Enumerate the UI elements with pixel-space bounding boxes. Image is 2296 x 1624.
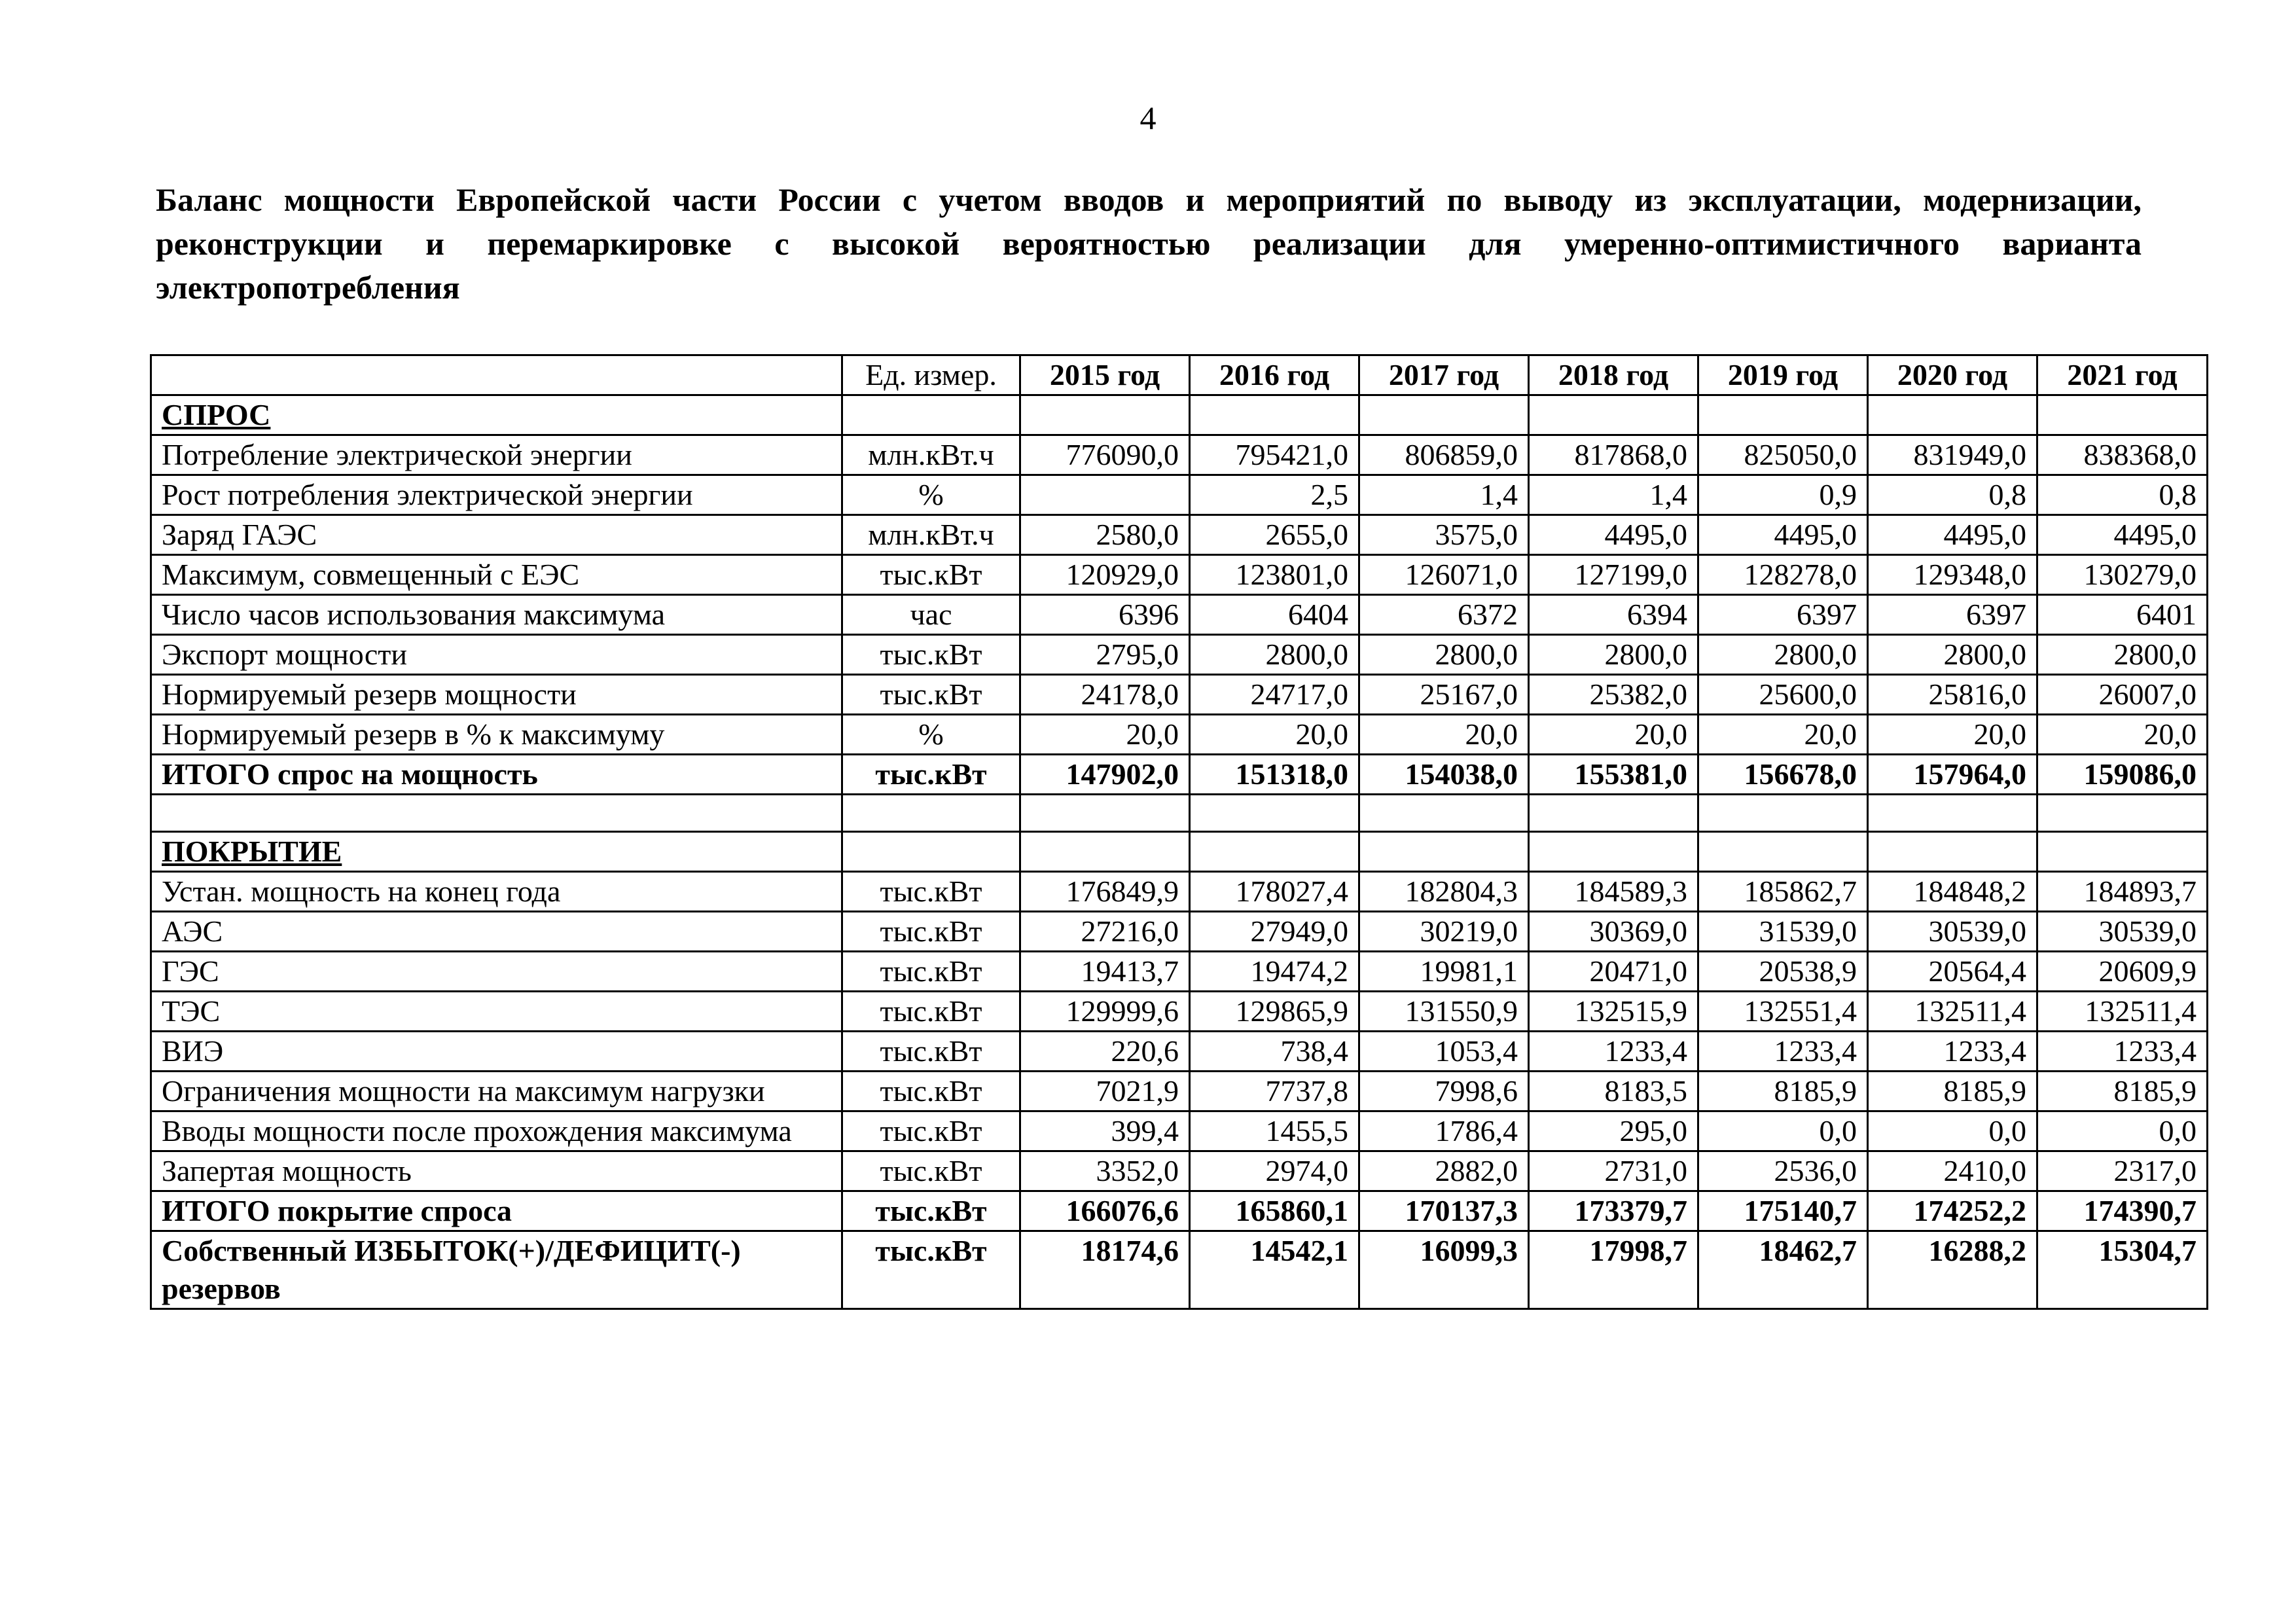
value-cell: 157964,0 xyxy=(1868,755,2037,795)
value-cell: 220,6 xyxy=(1020,1032,1190,1072)
value-cell: 24717,0 xyxy=(1190,675,1359,715)
blank-cell xyxy=(842,395,1020,435)
row-unit: % xyxy=(842,475,1020,515)
header-row xyxy=(151,355,2208,395)
document-title: Баланс мощности Европейской части России с учетом вводов и мероприятий по выводу из эксплуатации, модернизации, реконструкции и перемаркировке с высокой вероятностью реализации для умеренно-оптимистичного варианта электропотребления xyxy=(156,181,2142,306)
row-label: Собственный ИЗБЫТОК(+)/ДЕФИЦИТ(-) резервов xyxy=(151,1231,842,1309)
value-cell: 1053,4 xyxy=(1359,1032,1529,1072)
value-cell: 3352,0 xyxy=(1020,1151,1190,1191)
blank-cell xyxy=(2037,795,2208,832)
value-cell: 2580,0 xyxy=(1020,515,1190,555)
value-cell: 2800,0 xyxy=(1529,635,1698,675)
blank-cell xyxy=(1698,832,1868,872)
total-row xyxy=(151,1191,2208,1231)
value-cell: 6397 xyxy=(1868,595,2037,635)
value-cell: 7998,6 xyxy=(1359,1072,1529,1111)
row-label: Запертая мощность xyxy=(151,1151,842,1191)
value-cell: 185862,7 xyxy=(1698,872,1868,912)
value-cell: 6396 xyxy=(1020,595,1190,635)
row-label: Заряд ГАЭС xyxy=(151,515,842,555)
table-row xyxy=(151,872,2208,912)
year-header-2019: 2019 год xyxy=(1698,355,1868,395)
value-cell: 19474,2 xyxy=(1190,952,1359,992)
row-unit: млн.кВт.ч xyxy=(842,435,1020,475)
table-row xyxy=(151,555,2208,595)
value-cell: 838368,0 xyxy=(2037,435,2208,475)
table-row xyxy=(151,1032,2208,1072)
value-cell: 795421,0 xyxy=(1190,435,1359,475)
value-cell: 7737,8 xyxy=(1190,1072,1359,1111)
value-cell: 129999,6 xyxy=(1020,992,1190,1032)
value-cell: 27216,0 xyxy=(1020,912,1190,952)
value-cell: 131550,9 xyxy=(1359,992,1529,1032)
value-cell: 25816,0 xyxy=(1868,675,2037,715)
row-label: Нормируемый резерв в % к максимуму xyxy=(151,715,842,755)
value-cell: 19413,7 xyxy=(1020,952,1190,992)
value-cell: 20,0 xyxy=(1868,715,2037,755)
table-row xyxy=(151,475,2208,515)
value-cell: 817868,0 xyxy=(1529,435,1698,475)
value-cell: 126071,0 xyxy=(1359,555,1529,595)
row-unit: млн.кВт.ч xyxy=(842,515,1020,555)
blank-cell xyxy=(1868,395,2037,435)
value-cell: 295,0 xyxy=(1529,1111,1698,1151)
row-label: ВИЭ xyxy=(151,1032,842,1072)
row-unit: тыс.кВт xyxy=(842,872,1020,912)
year-header-2016: 2016 год xyxy=(1190,355,1359,395)
row-unit: час xyxy=(842,595,1020,635)
blank-cell xyxy=(1529,795,1698,832)
row-label: ТЭС xyxy=(151,992,842,1032)
row-unit: % xyxy=(842,715,1020,755)
value-cell: 128278,0 xyxy=(1698,555,1868,595)
value-cell: 0,0 xyxy=(1868,1111,2037,1151)
value-cell: 27949,0 xyxy=(1190,912,1359,952)
table-row xyxy=(151,992,2208,1032)
value-cell: 6404 xyxy=(1190,595,1359,635)
value-cell: 2800,0 xyxy=(1359,635,1529,675)
value-cell: 2974,0 xyxy=(1190,1151,1359,1191)
value-cell: 20538,9 xyxy=(1698,952,1868,992)
value-cell: 20564,4 xyxy=(1868,952,2037,992)
table-row xyxy=(151,435,2208,475)
value-cell: 0,9 xyxy=(1698,475,1868,515)
value-cell: 1,4 xyxy=(1359,475,1529,515)
value-cell: 14542,1 xyxy=(1190,1231,1359,1309)
value-cell: 182804,3 xyxy=(1359,872,1529,912)
row-label: Ограничения мощности на максимум нагрузки xyxy=(151,1072,842,1111)
value-cell: 147902,0 xyxy=(1020,755,1190,795)
row-unit: тыс.кВт xyxy=(842,1072,1020,1111)
value-cell: 176849,9 xyxy=(1020,872,1190,912)
table-row xyxy=(151,595,2208,635)
table-row xyxy=(151,1151,2208,1191)
value-cell: 8183,5 xyxy=(1529,1072,1698,1111)
value-cell: 2655,0 xyxy=(1190,515,1359,555)
row-unit: тыс.кВт xyxy=(842,1191,1020,1231)
table-row xyxy=(151,952,2208,992)
value-cell: 4495,0 xyxy=(1868,515,2037,555)
row-unit: тыс.кВт xyxy=(842,1111,1020,1151)
value-cell: 31539,0 xyxy=(1698,912,1868,952)
supply-section-header xyxy=(151,832,2208,872)
unit-column-header: Ед. измер. xyxy=(842,355,1020,395)
value-cell: 20609,9 xyxy=(2037,952,2208,992)
value-cell: 776090,0 xyxy=(1020,435,1190,475)
blank-cell xyxy=(1529,832,1698,872)
table-row xyxy=(151,1111,2208,1151)
value-cell: 825050,0 xyxy=(1698,435,1868,475)
value-cell: 130279,0 xyxy=(2037,555,2208,595)
row-label: ГЭС xyxy=(151,952,842,992)
year-header-2018: 2018 год xyxy=(1529,355,1698,395)
blank-cell xyxy=(1698,395,1868,435)
year-header-2017: 2017 год xyxy=(1359,355,1529,395)
value-cell: 166076,6 xyxy=(1020,1191,1190,1231)
value-cell: 15304,7 xyxy=(2037,1231,2208,1309)
value-cell: 2536,0 xyxy=(1698,1151,1868,1191)
value-cell: 738,4 xyxy=(1190,1032,1359,1072)
value-cell: 1233,4 xyxy=(2037,1032,2208,1072)
value-cell: 8185,9 xyxy=(2037,1072,2208,1111)
value-cell: 6397 xyxy=(1698,595,1868,635)
blank-cell xyxy=(1359,395,1529,435)
value-cell: 8185,9 xyxy=(1868,1072,2037,1111)
blank-cell xyxy=(151,795,842,832)
value-cell: 1,4 xyxy=(1529,475,1698,515)
row-unit: тыс.кВт xyxy=(842,912,1020,952)
value-cell: 184893,7 xyxy=(2037,872,2208,912)
value-cell: 2410,0 xyxy=(1868,1151,2037,1191)
row-label: Максимум, совмещенный с ЕЭС xyxy=(151,555,842,595)
value-cell: 18462,7 xyxy=(1698,1231,1868,1309)
value-cell: 30539,0 xyxy=(2037,912,2208,952)
value-cell: 151318,0 xyxy=(1190,755,1359,795)
value-cell: 129865,9 xyxy=(1190,992,1359,1032)
blank-cell xyxy=(1190,795,1359,832)
row-unit: тыс.кВт xyxy=(842,1231,1020,1309)
value-cell: 0,8 xyxy=(1868,475,2037,515)
blank-cell xyxy=(842,832,1020,872)
value-cell: 170137,3 xyxy=(1359,1191,1529,1231)
blank-cell xyxy=(1868,795,2037,832)
spacer-row xyxy=(151,795,2208,832)
row-label: Рост потребления электрической энергии xyxy=(151,475,842,515)
row-unit: тыс.кВт xyxy=(842,675,1020,715)
row-label: Число часов использования максимума xyxy=(151,595,842,635)
row-label: Вводы мощности после прохождения максимума xyxy=(151,1111,842,1151)
row-unit: тыс.кВт xyxy=(842,1032,1020,1072)
value-cell: 154038,0 xyxy=(1359,755,1529,795)
value-cell: 7021,9 xyxy=(1020,1072,1190,1111)
value-cell: 0,0 xyxy=(1698,1111,1868,1151)
value-cell: 0,0 xyxy=(2037,1111,2208,1151)
value-cell: 20,0 xyxy=(1020,715,1190,755)
value-cell: 2317,0 xyxy=(2037,1151,2208,1191)
table-row xyxy=(151,1072,2208,1111)
value-cell: 19981,1 xyxy=(1359,952,1529,992)
value-cell: 1233,4 xyxy=(1868,1032,2037,1072)
row-label: Потребление электрической энергии xyxy=(151,435,842,475)
total-row xyxy=(151,755,2208,795)
table-row xyxy=(151,675,2208,715)
value-cell: 806859,0 xyxy=(1359,435,1529,475)
value-cell: 20,0 xyxy=(1529,715,1698,755)
value-cell: 2800,0 xyxy=(1190,635,1359,675)
row-label: ИТОГО покрытие спроса xyxy=(151,1191,842,1231)
value-cell: 20,0 xyxy=(1698,715,1868,755)
row-unit: тыс.кВт xyxy=(842,635,1020,675)
value-cell: 2,5 xyxy=(1190,475,1359,515)
value-cell: 20,0 xyxy=(1190,715,1359,755)
value-cell: 4495,0 xyxy=(1529,515,1698,555)
blank-cell xyxy=(1020,832,1190,872)
value-cell: 6394 xyxy=(1529,595,1698,635)
value-cell: 173379,7 xyxy=(1529,1191,1698,1231)
value-cell: 16099,3 xyxy=(1359,1231,1529,1309)
table-body xyxy=(151,355,2208,1309)
value-cell: 132511,4 xyxy=(1868,992,2037,1032)
value-cell: 174252,2 xyxy=(1868,1191,2037,1231)
value-cell: 4495,0 xyxy=(1698,515,1868,555)
page-number: 4 xyxy=(1139,99,1157,136)
value-cell: 2731,0 xyxy=(1529,1151,1698,1191)
value-cell: 159086,0 xyxy=(2037,755,2208,795)
value-cell: 0,8 xyxy=(2037,475,2208,515)
table-row xyxy=(151,635,2208,675)
row-label: АЭС xyxy=(151,912,842,952)
row-label: Устан. мощность на конец года xyxy=(151,872,842,912)
row-label: ИТОГО спрос на мощность xyxy=(151,755,842,795)
value-cell: 132551,4 xyxy=(1698,992,1868,1032)
blank-cell xyxy=(1020,795,1190,832)
value-cell: 24178,0 xyxy=(1020,675,1190,715)
value-cell: 184589,3 xyxy=(1529,872,1698,912)
value-cell: 132515,9 xyxy=(1529,992,1698,1032)
year-header-2015: 2015 год xyxy=(1020,355,1190,395)
value-cell: 2795,0 xyxy=(1020,635,1190,675)
value-cell: 155381,0 xyxy=(1529,755,1698,795)
value-cell: 132511,4 xyxy=(2037,992,2208,1032)
row-unit: тыс.кВт xyxy=(842,555,1020,595)
demand-section-header-label: СПРОС xyxy=(151,395,842,435)
value-cell: 123801,0 xyxy=(1190,555,1359,595)
value-cell: 1786,4 xyxy=(1359,1111,1529,1151)
blank-cell xyxy=(1359,795,1529,832)
value-cell: 20,0 xyxy=(2037,715,2208,755)
value-cell: 20,0 xyxy=(1359,715,1529,755)
demand-section-header xyxy=(151,395,2208,435)
year-header-2021: 2021 год xyxy=(2037,355,2208,395)
total-row xyxy=(151,1231,2208,1309)
value-cell: 1455,5 xyxy=(1190,1111,1359,1151)
blank-cell xyxy=(1529,395,1698,435)
value-cell: 175140,7 xyxy=(1698,1191,1868,1231)
blank-cell xyxy=(1359,832,1529,872)
value-cell: 18174,6 xyxy=(1020,1231,1190,1309)
value-cell: 831949,0 xyxy=(1868,435,2037,475)
table-row xyxy=(151,715,2208,755)
power-balance-table xyxy=(150,354,2208,1310)
value-cell: 156678,0 xyxy=(1698,755,1868,795)
value-cell: 129348,0 xyxy=(1868,555,2037,595)
value-cell: 2800,0 xyxy=(1698,635,1868,675)
blank-cell xyxy=(1020,395,1190,435)
value-cell: 3575,0 xyxy=(1359,515,1529,555)
row-label: Экспорт мощности xyxy=(151,635,842,675)
value-cell: 17998,7 xyxy=(1529,1231,1698,1309)
value-cell: 16288,2 xyxy=(1868,1231,2037,1309)
row-label: Нормируемый резерв мощности xyxy=(151,675,842,715)
value-cell xyxy=(1020,475,1190,515)
value-cell: 30369,0 xyxy=(1529,912,1698,952)
value-cell: 178027,4 xyxy=(1190,872,1359,912)
row-unit: тыс.кВт xyxy=(842,992,1020,1032)
value-cell: 1233,4 xyxy=(1529,1032,1698,1072)
value-cell: 20471,0 xyxy=(1529,952,1698,992)
value-cell: 6401 xyxy=(2037,595,2208,635)
blank-cell xyxy=(2037,832,2208,872)
value-cell: 30539,0 xyxy=(1868,912,2037,952)
value-cell: 2800,0 xyxy=(1868,635,2037,675)
blank-cell xyxy=(2037,395,2208,435)
value-cell: 25600,0 xyxy=(1698,675,1868,715)
header-blank-cell xyxy=(151,355,842,395)
value-cell: 184848,2 xyxy=(1868,872,2037,912)
blank-cell xyxy=(1190,395,1359,435)
value-cell: 127199,0 xyxy=(1529,555,1698,595)
blank-cell xyxy=(1190,832,1359,872)
value-cell: 26007,0 xyxy=(2037,675,2208,715)
row-unit: тыс.кВт xyxy=(842,952,1020,992)
row-unit: тыс.кВт xyxy=(842,1151,1020,1191)
value-cell: 1233,4 xyxy=(1698,1032,1868,1072)
blank-cell xyxy=(1698,795,1868,832)
year-header-2020: 2020 год xyxy=(1868,355,2037,395)
value-cell: 25382,0 xyxy=(1529,675,1698,715)
value-cell: 4495,0 xyxy=(2037,515,2208,555)
row-unit: тыс.кВт xyxy=(842,755,1020,795)
value-cell: 25167,0 xyxy=(1359,675,1529,715)
value-cell: 120929,0 xyxy=(1020,555,1190,595)
table-row xyxy=(151,515,2208,555)
blank-cell xyxy=(1868,832,2037,872)
supply-section-header-label: ПОКРЫТИЕ xyxy=(151,832,842,872)
value-cell: 2882,0 xyxy=(1359,1151,1529,1191)
value-cell: 8185,9 xyxy=(1698,1072,1868,1111)
value-cell: 174390,7 xyxy=(2037,1191,2208,1231)
blank-cell xyxy=(842,795,1020,832)
value-cell: 30219,0 xyxy=(1359,912,1529,952)
value-cell: 2800,0 xyxy=(2037,635,2208,675)
value-cell: 165860,1 xyxy=(1190,1191,1359,1231)
table-row xyxy=(151,912,2208,952)
value-cell: 399,4 xyxy=(1020,1111,1190,1151)
value-cell: 6372 xyxy=(1359,595,1529,635)
